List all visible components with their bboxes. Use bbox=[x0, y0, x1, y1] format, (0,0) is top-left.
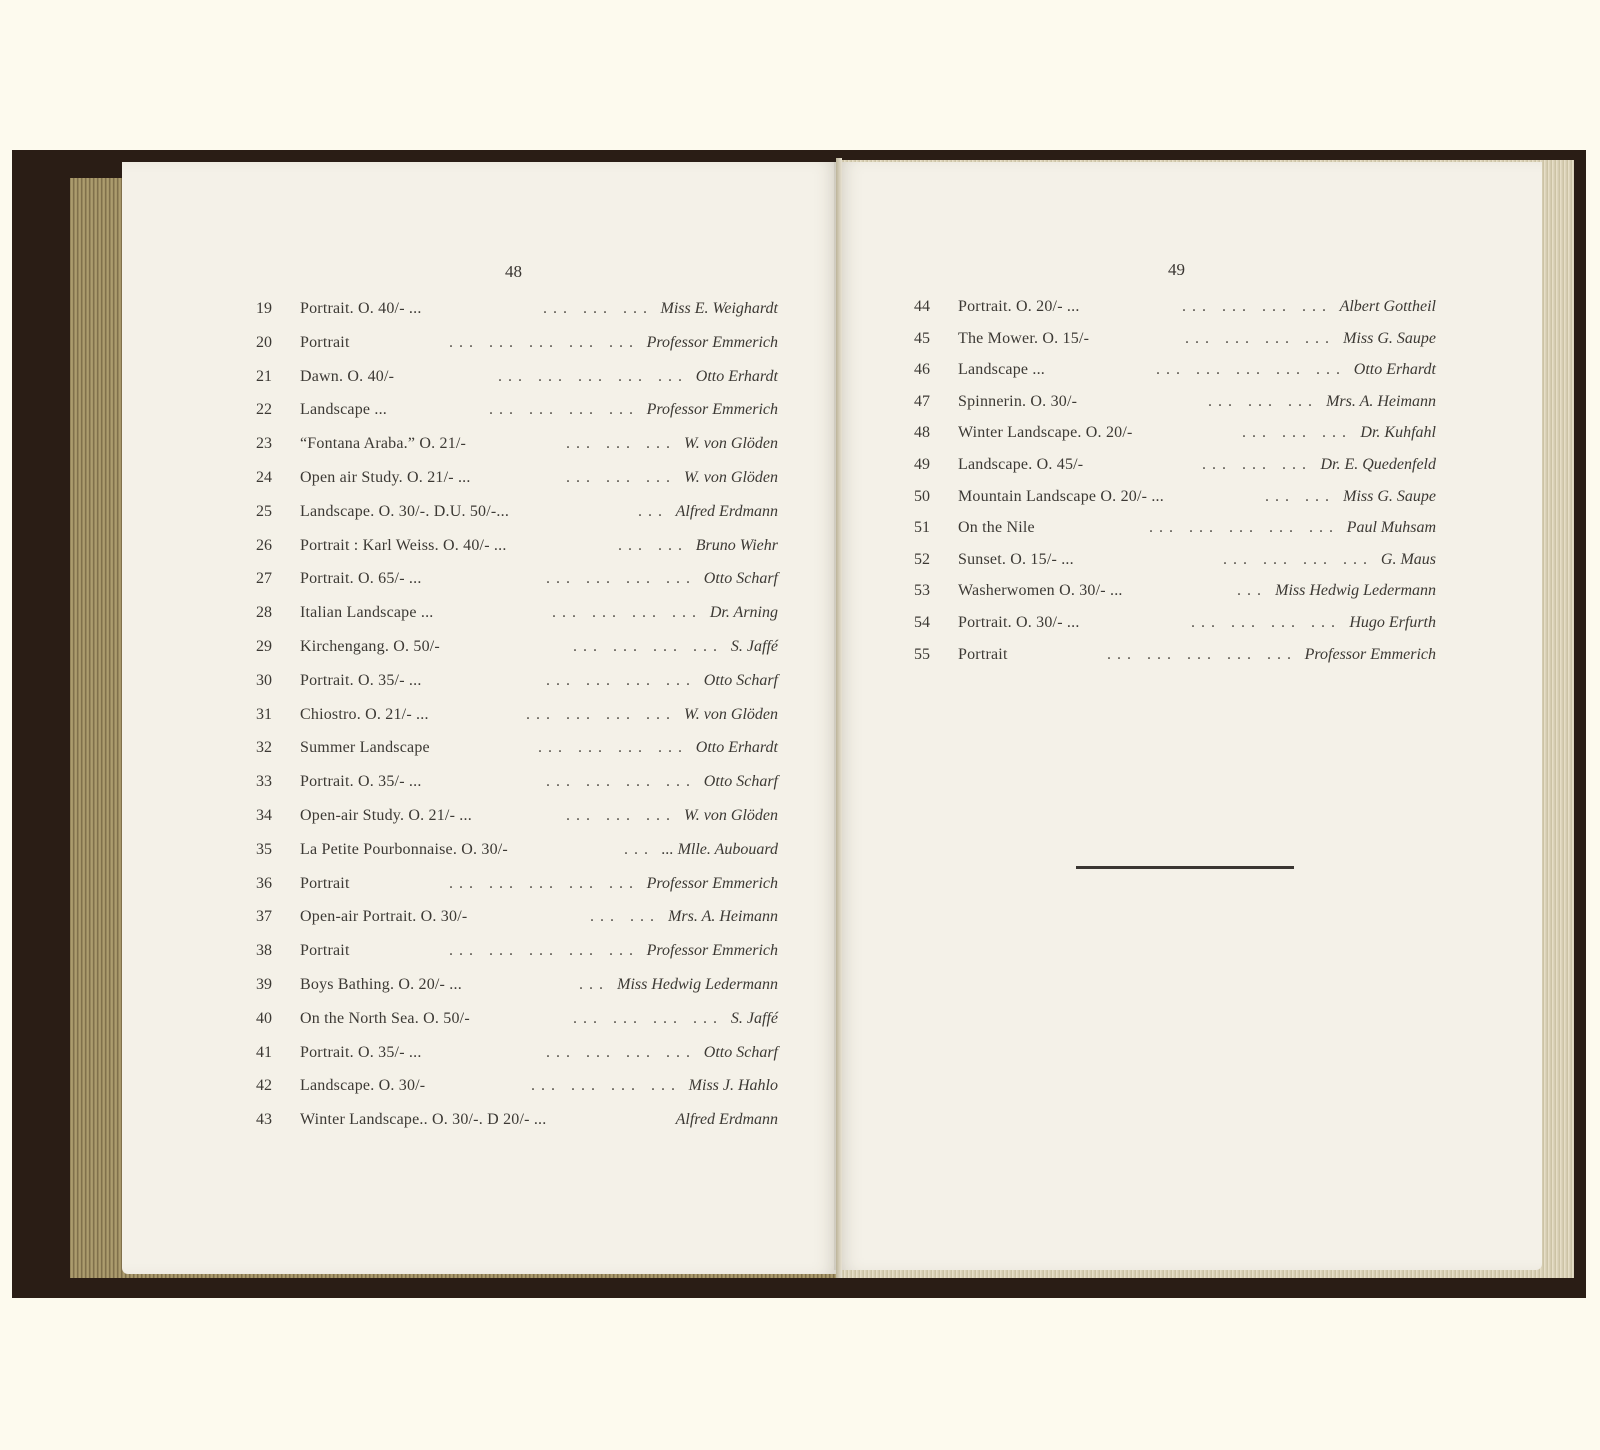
entry-title: On the North Sea. O. 50/- bbox=[300, 1009, 470, 1027]
entry-artist: Professor Emmerich bbox=[646, 942, 778, 960]
catalogue-entry bbox=[914, 330, 1436, 362]
entry-number: 43 bbox=[256, 1111, 272, 1129]
entry-number: 32 bbox=[256, 739, 272, 757]
entry-title: La Petite Pourbonnaise. O. 30/- bbox=[300, 840, 508, 858]
catalogue-entry bbox=[256, 1010, 778, 1044]
entry-title: Chiostro. O. 21/- ... bbox=[300, 705, 429, 723]
entry-number: 23 bbox=[256, 435, 272, 453]
entry-number: 52 bbox=[914, 550, 930, 568]
catalogue-entry bbox=[914, 519, 1436, 551]
catalogue-entry bbox=[256, 908, 778, 942]
entry-number: 37 bbox=[256, 908, 272, 926]
catalogue-entry bbox=[256, 604, 778, 638]
entry-artist: Dr. Kuhfahl bbox=[1360, 424, 1436, 442]
entry-title: Mountain Landscape O. 20/- ... bbox=[958, 487, 1164, 505]
catalogue-entry bbox=[256, 368, 778, 402]
entry-artist: Otto Erhardt bbox=[1353, 361, 1436, 379]
entry-artist: Miss G. Saupe bbox=[1343, 329, 1436, 347]
catalogue-entry bbox=[914, 646, 1436, 678]
catalogue-entry bbox=[914, 551, 1436, 583]
leader-dots: ... ... ... ... bbox=[573, 637, 723, 655]
entry-artist: Miss G. Saupe bbox=[1343, 487, 1436, 505]
entry-title: Italian Landscape ... bbox=[300, 604, 434, 622]
entry-artist: Otto Scharf bbox=[703, 773, 778, 791]
catalogue-entry bbox=[914, 456, 1436, 488]
entry-number: 26 bbox=[256, 536, 272, 554]
entry-title: Open air Study. O. 21/- ... bbox=[300, 468, 471, 486]
entry-title: Landscape ... bbox=[958, 361, 1046, 379]
leader-dots: ... ... ... ... bbox=[1182, 298, 1332, 315]
leader-dots: ... ... ... ... ... bbox=[1156, 361, 1346, 379]
entry-number: 41 bbox=[256, 1043, 272, 1061]
end-rule bbox=[1076, 866, 1294, 869]
leader-dots: ... ... ... ... bbox=[573, 1009, 723, 1027]
leader-dots: ... ... ... bbox=[1242, 424, 1352, 442]
entry-title: Boys Bathing. O. 20/- ... bbox=[300, 975, 462, 993]
leader-dots: ... ... bbox=[618, 536, 688, 554]
entry-number: 44 bbox=[914, 298, 930, 315]
entry-number: 49 bbox=[914, 455, 930, 473]
leader-dots: ... bbox=[638, 502, 668, 520]
entry-number: 33 bbox=[256, 773, 272, 791]
catalogue-entry bbox=[256, 706, 778, 740]
leader-dots: ... ... ... ... bbox=[538, 739, 688, 757]
leader-dots: ... bbox=[1237, 582, 1267, 600]
entry-artist: S. Jaffé bbox=[730, 637, 778, 655]
leader-dots: ... ... ... ... ... bbox=[498, 367, 688, 385]
leader-dots: ... ... bbox=[590, 908, 660, 926]
entry-title: Landscape. O. 30/- bbox=[300, 1077, 426, 1095]
catalogue-entry bbox=[256, 841, 778, 875]
entry-artist: W. von Glöden bbox=[683, 435, 778, 453]
leader-dots: ... ... ... ... bbox=[546, 773, 696, 791]
catalogue-entry bbox=[256, 976, 778, 1010]
entry-title: Kirchengang. O. 50/- bbox=[300, 637, 440, 655]
entry-artist: S. Jaffé bbox=[730, 1009, 778, 1027]
leader-dots: ... ... ... ... bbox=[531, 1077, 681, 1095]
leader-dots: ... ... bbox=[1265, 487, 1335, 505]
catalogue-entry bbox=[256, 1077, 778, 1111]
leader-dots: ... ... ... bbox=[543, 300, 653, 317]
entry-title: Portrait. O. 35/- ... bbox=[300, 773, 422, 791]
catalogue-entry bbox=[256, 503, 778, 537]
catalogue-entry bbox=[256, 875, 778, 909]
entry-title: Portrait. O. 30/- ... bbox=[958, 613, 1080, 631]
entry-artist: Otto Scharf bbox=[703, 671, 778, 689]
entry-number: 54 bbox=[914, 613, 930, 631]
entry-artist: Bruno Wiehr bbox=[695, 536, 778, 554]
entry-artist: Otto Erhardt bbox=[695, 367, 778, 385]
entry-artist: W. von Glöden bbox=[683, 705, 778, 723]
catalogue-entry bbox=[914, 488, 1436, 520]
catalogue-entry bbox=[256, 469, 778, 503]
leader-dots: ... ... ... ... bbox=[526, 705, 676, 723]
entry-artist: Professor Emmerich bbox=[646, 401, 778, 419]
entry-number: 30 bbox=[256, 671, 272, 689]
entry-artist: Otto Erhardt bbox=[695, 739, 778, 757]
leader-dots: ... ... ... ... bbox=[1185, 329, 1335, 347]
entry-artist: Miss E. Weighardt bbox=[660, 300, 778, 317]
catalogue-entry bbox=[914, 582, 1436, 614]
entry-title: Portrait bbox=[300, 942, 350, 960]
entry-artist: Otto Scharf bbox=[703, 570, 778, 588]
entry-number: 51 bbox=[914, 519, 930, 537]
leader-dots: ... ... ... ... bbox=[1223, 550, 1373, 568]
leader-dots: ... ... ... ... bbox=[1191, 613, 1341, 631]
catalogue-entry bbox=[256, 300, 778, 334]
entry-title: Portrait. O. 35/- ... bbox=[300, 1043, 422, 1061]
leader-dots: ... ... ... ... ... bbox=[1107, 645, 1297, 663]
entry-artist: W. von Glöden bbox=[683, 468, 778, 486]
entry-number: 21 bbox=[256, 367, 272, 385]
leader-dots: ... bbox=[624, 840, 654, 858]
catalogue-entry bbox=[256, 1044, 778, 1078]
catalogue-entry bbox=[256, 435, 778, 469]
entry-number: 19 bbox=[256, 300, 272, 317]
leader-dots: ... ... ... ... ... bbox=[449, 874, 639, 892]
entry-artist: Mrs. A. Heimann bbox=[668, 908, 778, 926]
entry-number: 45 bbox=[914, 329, 930, 347]
leader-dots: ... ... ... bbox=[566, 468, 676, 486]
entry-title: Portrait. O. 65/- ... bbox=[300, 570, 422, 588]
entry-title: Washerwomen O. 30/- ... bbox=[958, 582, 1123, 600]
catalogue-list-left bbox=[256, 300, 778, 1145]
entry-artist: Dr. Arning bbox=[709, 604, 778, 622]
entry-number: 31 bbox=[256, 705, 272, 723]
leader-dots: ... ... ... ... ... bbox=[449, 333, 639, 351]
entry-number: 25 bbox=[256, 502, 272, 520]
leader-dots: ... ... ... bbox=[566, 435, 676, 453]
leader-dots: ... ... ... ... bbox=[546, 1043, 696, 1061]
entry-number: 38 bbox=[256, 942, 272, 960]
entry-number: 24 bbox=[256, 468, 272, 486]
entry-artist: ... Mlle. Aubouard bbox=[661, 840, 778, 858]
entry-title: Winter Landscape. O. 20/- bbox=[958, 424, 1133, 442]
catalogue-entry bbox=[256, 401, 778, 435]
entry-artist: Professor Emmerich bbox=[1304, 645, 1436, 663]
entry-artist: Miss Hedwig Ledermann bbox=[617, 975, 778, 993]
catalogue-entry bbox=[256, 570, 778, 604]
entry-title: Open-air Portrait. O. 30/- bbox=[300, 908, 468, 926]
leader-dots: ... ... ... ... bbox=[546, 671, 696, 689]
entry-title: Portrait. O. 20/- ... bbox=[958, 298, 1080, 315]
catalogue-entry bbox=[256, 672, 778, 706]
entry-number: 47 bbox=[914, 392, 930, 410]
entry-title: Landscape. O. 45/- bbox=[958, 455, 1084, 473]
entry-title: Dawn. O. 40/- bbox=[300, 367, 395, 385]
entry-number: 48 bbox=[914, 424, 930, 442]
leader-dots: ... ... ... bbox=[566, 806, 676, 824]
leader-dots: ... ... ... ... ... bbox=[449, 942, 639, 960]
catalogue-entry bbox=[914, 424, 1436, 456]
catalogue-entry bbox=[256, 773, 778, 807]
entry-artist: Miss Hedwig Ledermann bbox=[1275, 582, 1436, 600]
entry-number: 20 bbox=[256, 333, 272, 351]
entry-title: Portrait bbox=[958, 645, 1008, 663]
leader-dots: ... ... ... ... bbox=[552, 604, 702, 622]
entry-title: Portrait bbox=[300, 333, 350, 351]
entry-number: 22 bbox=[256, 401, 272, 419]
entry-title: The Mower. O. 15/- bbox=[958, 329, 1090, 347]
entry-artist: Alfred Erdmann bbox=[675, 502, 778, 520]
entry-title: On the Nile bbox=[958, 519, 1035, 537]
entry-artist: Miss J. Hahlo bbox=[688, 1077, 778, 1095]
entry-number: 36 bbox=[256, 874, 272, 892]
entry-artist: Professor Emmerich bbox=[646, 874, 778, 892]
catalogue-list-right bbox=[914, 298, 1436, 677]
entry-number: 28 bbox=[256, 604, 272, 622]
leader-dots: ... ... ... bbox=[1202, 455, 1312, 473]
entry-number: 55 bbox=[914, 645, 930, 663]
catalogue-entry bbox=[256, 807, 778, 841]
entry-number: 50 bbox=[914, 487, 930, 505]
entry-artist: Alfred Erdmann bbox=[675, 1111, 778, 1129]
entry-number: 46 bbox=[914, 361, 930, 379]
entry-artist: G. Maus bbox=[1380, 550, 1436, 568]
catalogue-entry bbox=[914, 298, 1436, 330]
entry-artist: Paul Muhsam bbox=[1346, 519, 1436, 537]
catalogue-entry bbox=[256, 942, 778, 976]
entry-artist: Professor Emmerich bbox=[646, 333, 778, 351]
catalogue-entry bbox=[256, 1111, 778, 1145]
entry-artist: Dr. E. Quedenfeld bbox=[1320, 455, 1436, 473]
leader-dots: ... ... ... ... ... bbox=[1149, 519, 1339, 537]
entry-title: Portrait : Karl Weiss. O. 40/- ... bbox=[300, 536, 507, 554]
entry-artist: Otto Scharf bbox=[703, 1043, 778, 1061]
entry-title: Open-air Study. O. 21/- ... bbox=[300, 806, 472, 824]
entry-number: 39 bbox=[256, 975, 272, 993]
leader-dots: ... ... ... ... bbox=[546, 570, 696, 588]
catalogue-entry bbox=[914, 614, 1436, 646]
catalogue-entry bbox=[914, 361, 1436, 393]
catalogue-entry bbox=[256, 537, 778, 571]
entry-title: “Fontana Araba.” O. 21/- bbox=[300, 435, 467, 453]
leader-dots: ... ... ... bbox=[1208, 392, 1318, 410]
entry-number: 34 bbox=[256, 806, 272, 824]
entry-title: Winter Landscape.. O. 30/-. D 20/- ... bbox=[300, 1111, 547, 1129]
page-number-left: 48 bbox=[505, 262, 522, 281]
leader-dots: ... ... ... ... bbox=[489, 401, 639, 419]
catalogue-entry bbox=[256, 638, 778, 672]
catalogue-entry bbox=[914, 393, 1436, 425]
entry-number: 27 bbox=[256, 570, 272, 588]
entry-artist: Albert Gottheil bbox=[1339, 298, 1436, 315]
entry-number: 35 bbox=[256, 840, 272, 858]
entry-number: 40 bbox=[256, 1009, 272, 1027]
page-number-right: 49 bbox=[1168, 260, 1185, 279]
entry-title: Portrait bbox=[300, 874, 350, 892]
entry-title: Landscape. O. 30/-. D.U. 50/-... bbox=[300, 502, 510, 520]
catalogue-entry bbox=[256, 739, 778, 773]
entry-artist: Mrs. A. Heimann bbox=[1326, 392, 1436, 410]
entry-title: Landscape ... bbox=[300, 401, 388, 419]
entry-title: Spinnerin. O. 30/- bbox=[958, 392, 1078, 410]
entry-number: 29 bbox=[256, 637, 272, 655]
leader-dots: ... bbox=[579, 975, 609, 993]
entry-title: Portrait. O. 40/- ... bbox=[300, 300, 422, 317]
entry-artist: Hugo Erfurth bbox=[1349, 613, 1436, 631]
book-gutter bbox=[836, 158, 842, 1278]
entry-number: 53 bbox=[914, 582, 930, 600]
entry-title: Portrait. O. 35/- ... bbox=[300, 671, 422, 689]
entry-number: 42 bbox=[256, 1077, 272, 1095]
entry-artist: W. von Glöden bbox=[683, 806, 778, 824]
entry-title: Sunset. O. 15/- ... bbox=[958, 550, 1074, 568]
entry-title: Summer Landscape bbox=[300, 739, 430, 757]
catalogue-entry bbox=[256, 334, 778, 368]
